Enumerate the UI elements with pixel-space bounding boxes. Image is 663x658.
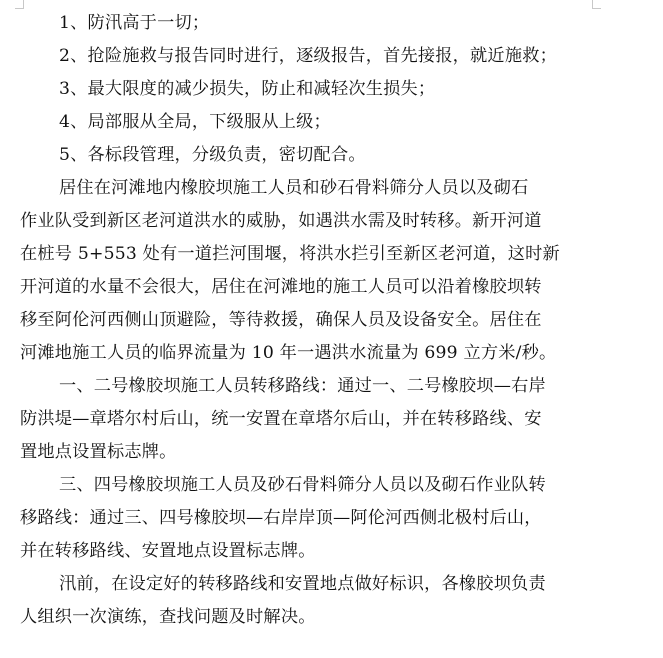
paragraph-line: 汛前，在设定好的转移路线和安置地点做好标识，各橡胶坝负责: [59, 574, 546, 594]
paragraph-line: 河滩地施工人员的临界流量为 10 年一遇洪水流量为 699 立方米/秒。: [20, 343, 557, 363]
list-item: 5、各标段管理，分级负责，密切配合。: [59, 145, 366, 165]
paragraph-line: 三、四号橡胶坝施工人员及砂石骨料筛分人员以及砌石作业队转: [59, 475, 546, 495]
paragraph-line: 置地点设置标志牌。: [20, 442, 177, 462]
paragraph-line: 人组织一次演练，查找问题及时解决。: [20, 607, 316, 627]
paragraph-residents-threat: [20, 172, 595, 370]
paragraph-route-dams-1-2: [20, 370, 595, 469]
paragraph-line: 一、二号橡胶坝施工人员转移路线：通过一、二号橡胶坝—右岸: [59, 376, 546, 396]
list-item: 3、最大限度的减少损失，防止和减轻次生损失；: [59, 79, 436, 99]
paragraph-pre-flood-drill: [20, 568, 595, 634]
list-item: 4、局部服从全局，下级服从上级；: [59, 112, 331, 132]
paragraph-line: 防洪堤—章塔尔村后山，统一安置在章塔尔后山，并在转移路线、安: [20, 409, 542, 429]
principles-list: [20, 7, 595, 172]
document-body: [20, 7, 595, 634]
paragraph-line: 居住在河滩地内橡胶坝施工人员和砂石骨料筛分人员以及砌石: [59, 178, 529, 198]
paragraph-line: 在桩号 5+553 处有一道拦河围堰，将洪水拦引至新区老河道，这时新: [20, 244, 560, 264]
list-item: 2、抢险施救与报告同时进行，逐级报告，首先接报，就近施救；: [59, 46, 557, 66]
paragraph-line: 移至阿伦河西侧山顶避险，等待救援，确保人员及设备安全。居住在: [20, 310, 542, 330]
paragraph-line: 开河道的水量不会很大，居住在河滩地的施工人员可以沿着橡胶坝转: [20, 277, 542, 297]
paragraph-line: 作业队受到新区老河道洪水的威胁，如遇洪水需及时转移。新开河道: [20, 211, 542, 231]
list-item: 1、防汛高于一切；: [59, 13, 210, 33]
paragraph-route-dams-3-4: [20, 469, 595, 568]
paragraph-line: 移路线：通过三、四号橡胶坝—右岸岸顶—阿伦河西侧北极村后山，: [20, 508, 542, 528]
paragraph-line: 并在转移路线、安置地点设置标志牌。: [20, 541, 316, 561]
